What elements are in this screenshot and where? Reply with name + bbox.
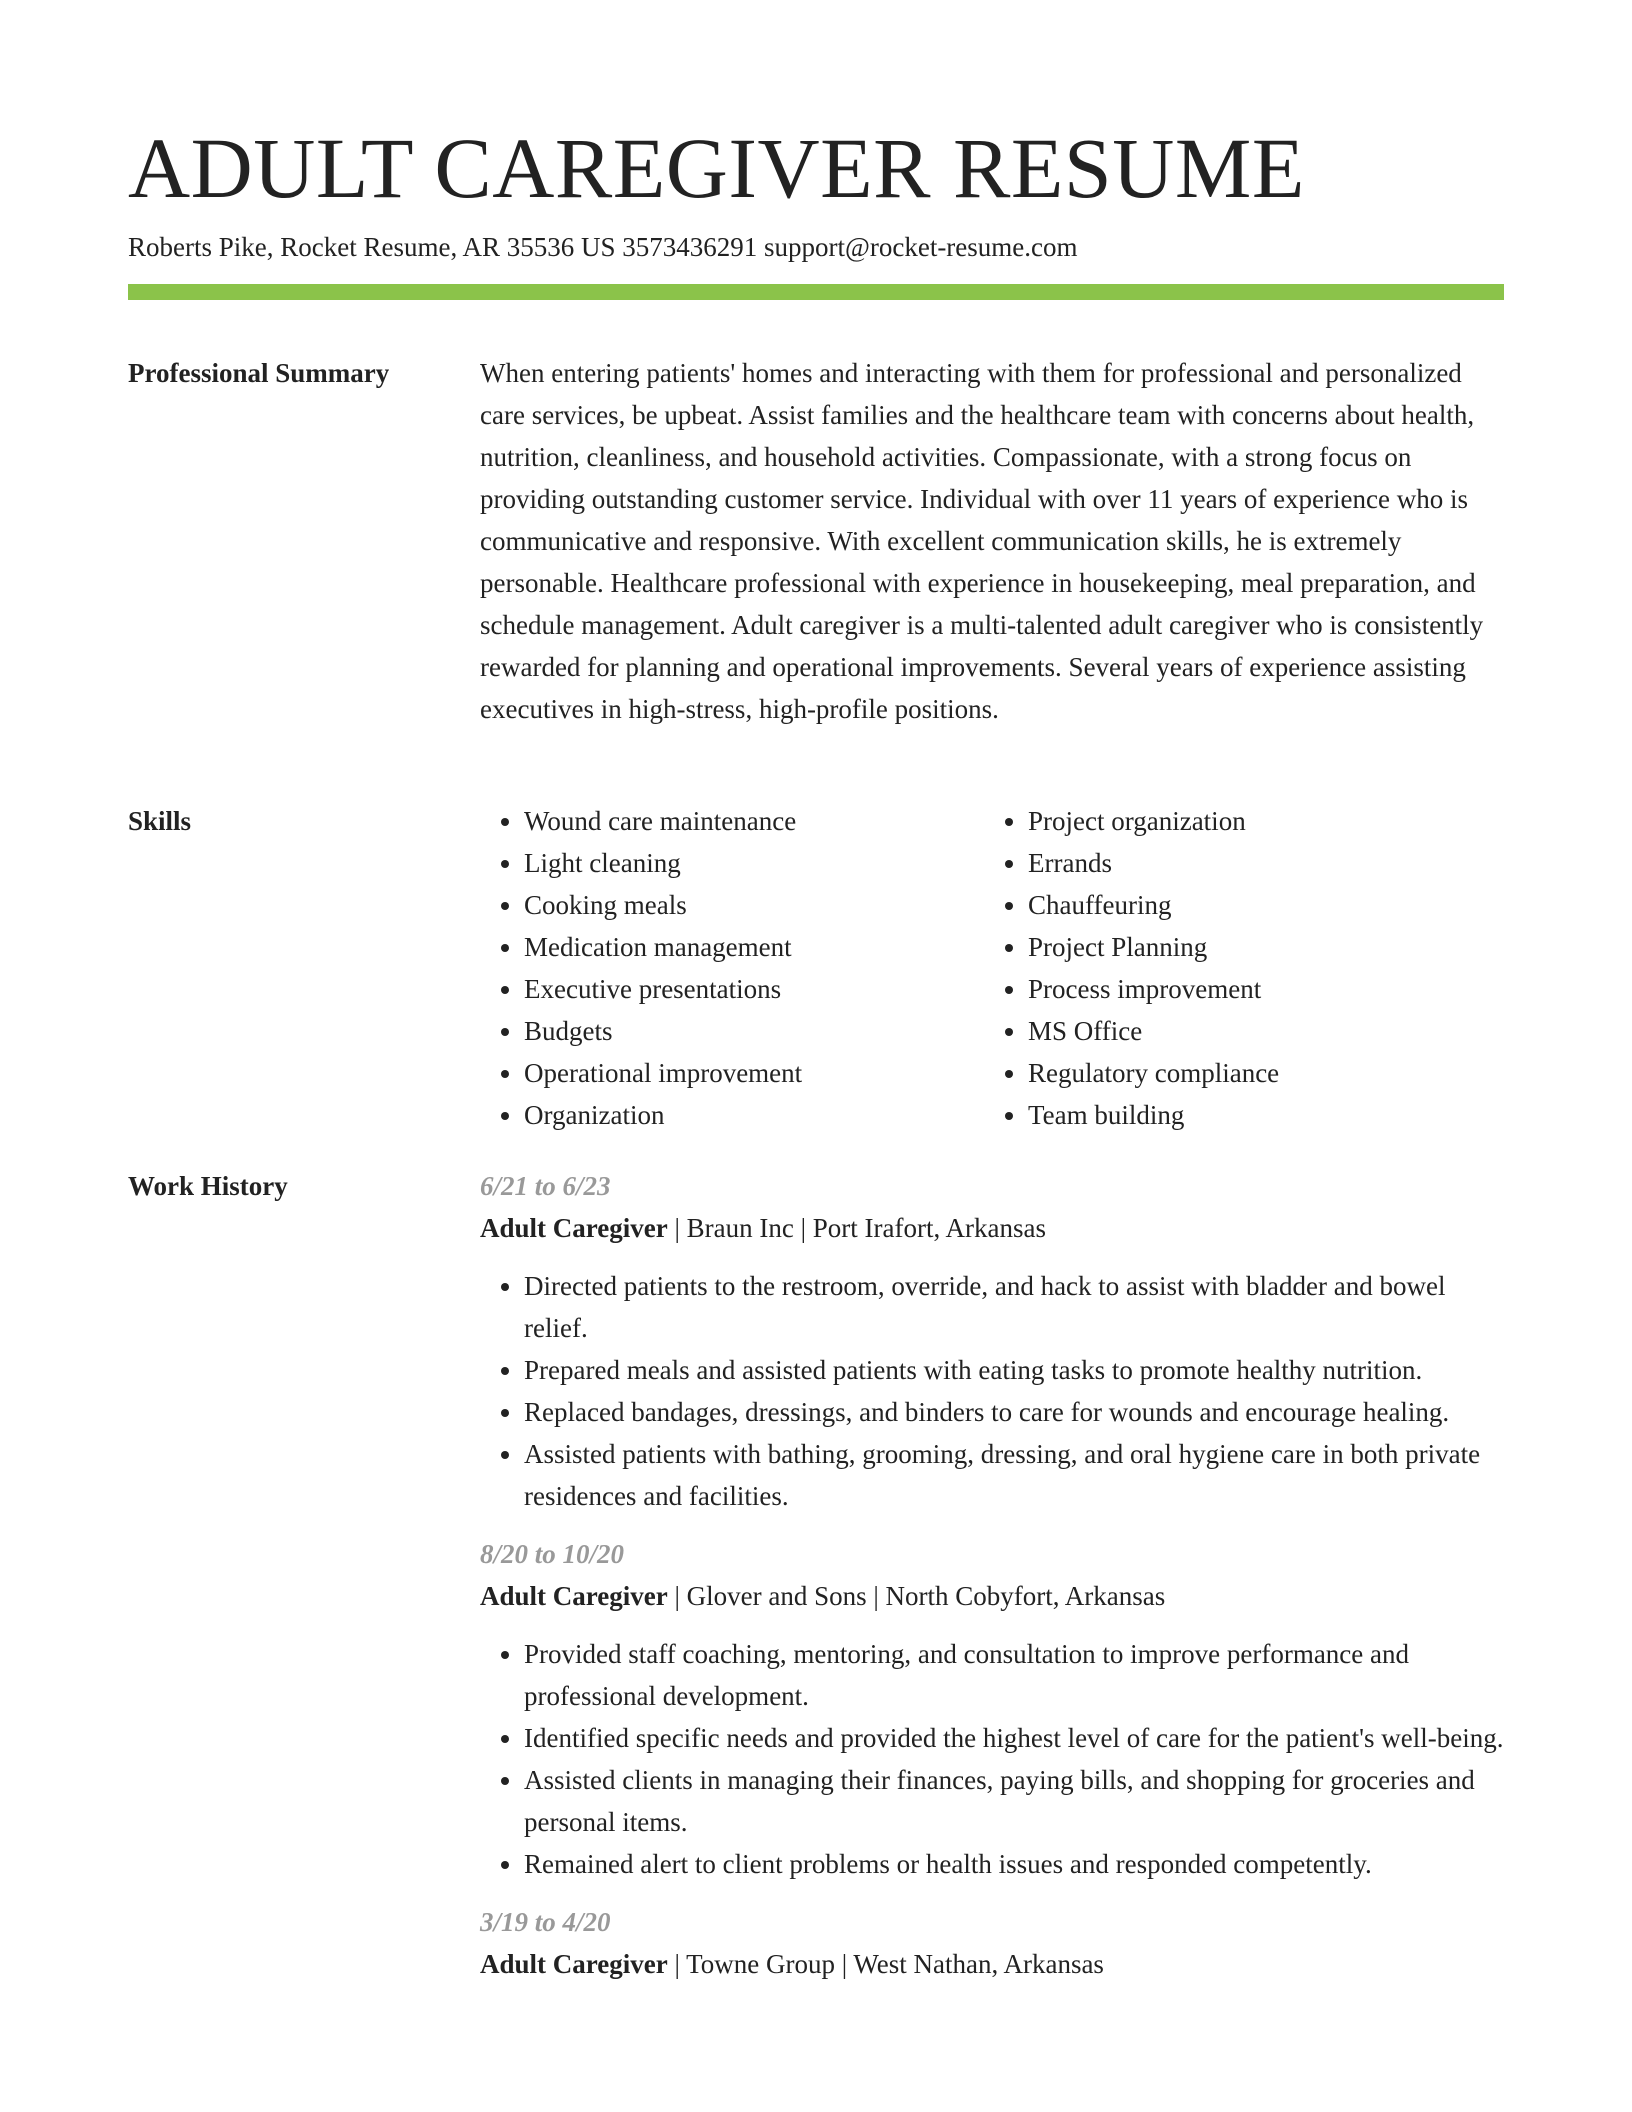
summary-heading: Professional Summary	[128, 358, 390, 388]
summary-body	[480, 352, 1504, 730]
job-location: Port Irafort, Arkansas	[812, 1213, 1046, 1243]
skill-item: • Operational improvement	[524, 1052, 984, 1094]
skills-list-left	[480, 800, 984, 1136]
job-duty-item: • Remained alert to client problems or health issues and responded competently.	[524, 1843, 1504, 1885]
job-separator: |	[667, 1581, 687, 1611]
job-duties-list	[480, 1265, 1504, 1517]
contact-info: Roberts Pike, Rocket Resume, AR 35536 US 3573436291 support@rocket-resume.com	[128, 232, 1078, 262]
job-entry	[480, 1165, 1504, 1517]
summary-text: When entering patients' homes and interacting with them for professional and personalized care services, be upbeat. Assist families and the healthcare team with concerns about health, nutrition, cleanliness, and household activities. Compassionate, with a strong focus on providing outstanding customer service. Individual with over 11 years of experience who is communicative and responsive. With excellent communication skills, he is extremely personable. Healthcare professional with experience in housekeeping, meal preparation, and schedule management. Adult caregiver is a multi-talented adult caregiver who is consistently rewarded for planning and operational improvements. Several years of experience assisting executives in high-stress, high-profile positions.	[480, 358, 1484, 724]
job-entry	[480, 1901, 1504, 1985]
job-company: Towne Group	[686, 1949, 835, 1979]
job-location: North Cobyfort, Arkansas	[885, 1581, 1166, 1611]
job-separator: |	[667, 1949, 687, 1979]
skill-item: • Team building	[1028, 1094, 1488, 1136]
job-dates: 3/19 to 4/20	[480, 1907, 611, 1937]
skill-item: • Cooking meals	[524, 884, 984, 926]
job-duty-item: • Replaced bandages, dressings, and binders to care for wounds and encourage healing.	[524, 1391, 1504, 1433]
job-heading-line	[480, 1943, 1504, 1985]
job-duty-item: • Directed patients to the restroom, override, and hack to assist with bladder and bowel relief.	[524, 1265, 1504, 1349]
work-history-body	[480, 1165, 1504, 2001]
job-separator: |	[835, 1949, 854, 1979]
job-company: Braun Inc	[686, 1213, 794, 1243]
job-company: Glover and Sons	[686, 1581, 867, 1611]
resume-title: ADULT CAREGIVER RESUME	[128, 120, 1305, 216]
job-duty-item: • Prepared meals and assisted patients with eating tasks to promote healthy nutrition.	[524, 1349, 1504, 1391]
skills-body	[480, 800, 1504, 1136]
skill-item: • Organization	[524, 1094, 984, 1136]
skill-item: • Errands	[1028, 842, 1488, 884]
job-title: Adult Caregiver	[480, 1949, 668, 1979]
skill-item: • Regulatory compliance	[1028, 1052, 1488, 1094]
skill-item: • Wound care maintenance	[524, 800, 984, 842]
skill-item: • Budgets	[524, 1010, 984, 1052]
skill-item: • Project organization	[1028, 800, 1488, 842]
skill-item: • Process improvement	[1028, 968, 1488, 1010]
work-history-heading: Work History	[128, 1171, 288, 1201]
resume-header	[128, 118, 1504, 300]
skills-list-right	[984, 800, 1488, 1136]
job-heading-line	[480, 1207, 1504, 1249]
job-heading-line	[480, 1575, 1504, 1617]
skills-heading: Skills	[128, 806, 192, 836]
job-duty-item: • Provided staff coaching, mentoring, and consultation to improve performance and professional development.	[524, 1633, 1504, 1717]
accent-divider	[128, 284, 1504, 300]
skill-item: • Light cleaning	[524, 842, 984, 884]
job-dates: 8/20 to 10/20	[480, 1539, 625, 1569]
job-duty-item: • Identified specific needs and provided the highest level of care for the patient's well-being.	[524, 1717, 1504, 1759]
job-duty-item: • Assisted patients with bathing, grooming, dressing, and oral hygiene care in both private residences and facilities.	[524, 1433, 1504, 1517]
job-separator: |	[793, 1213, 813, 1243]
skill-item: • Medication management	[524, 926, 984, 968]
job-separator: |	[866, 1581, 886, 1611]
job-duties-list	[480, 1633, 1504, 1885]
job-location: West Nathan, Arkansas	[853, 1949, 1104, 1979]
job-title: Adult Caregiver	[480, 1581, 668, 1611]
skill-item: • Chauffeuring	[1028, 884, 1488, 926]
skill-item: • MS Office	[1028, 1010, 1488, 1052]
job-duty-item: • Assisted clients in managing their finances, paying bills, and shopping for groceries and personal items.	[524, 1759, 1504, 1843]
job-entry	[480, 1533, 1504, 1885]
job-separator: |	[667, 1213, 687, 1243]
skill-item: • Project Planning	[1028, 926, 1488, 968]
job-dates: 6/21 to 6/23	[480, 1171, 611, 1201]
skill-item: • Executive presentations	[524, 968, 984, 1010]
job-title: Adult Caregiver	[480, 1213, 668, 1243]
